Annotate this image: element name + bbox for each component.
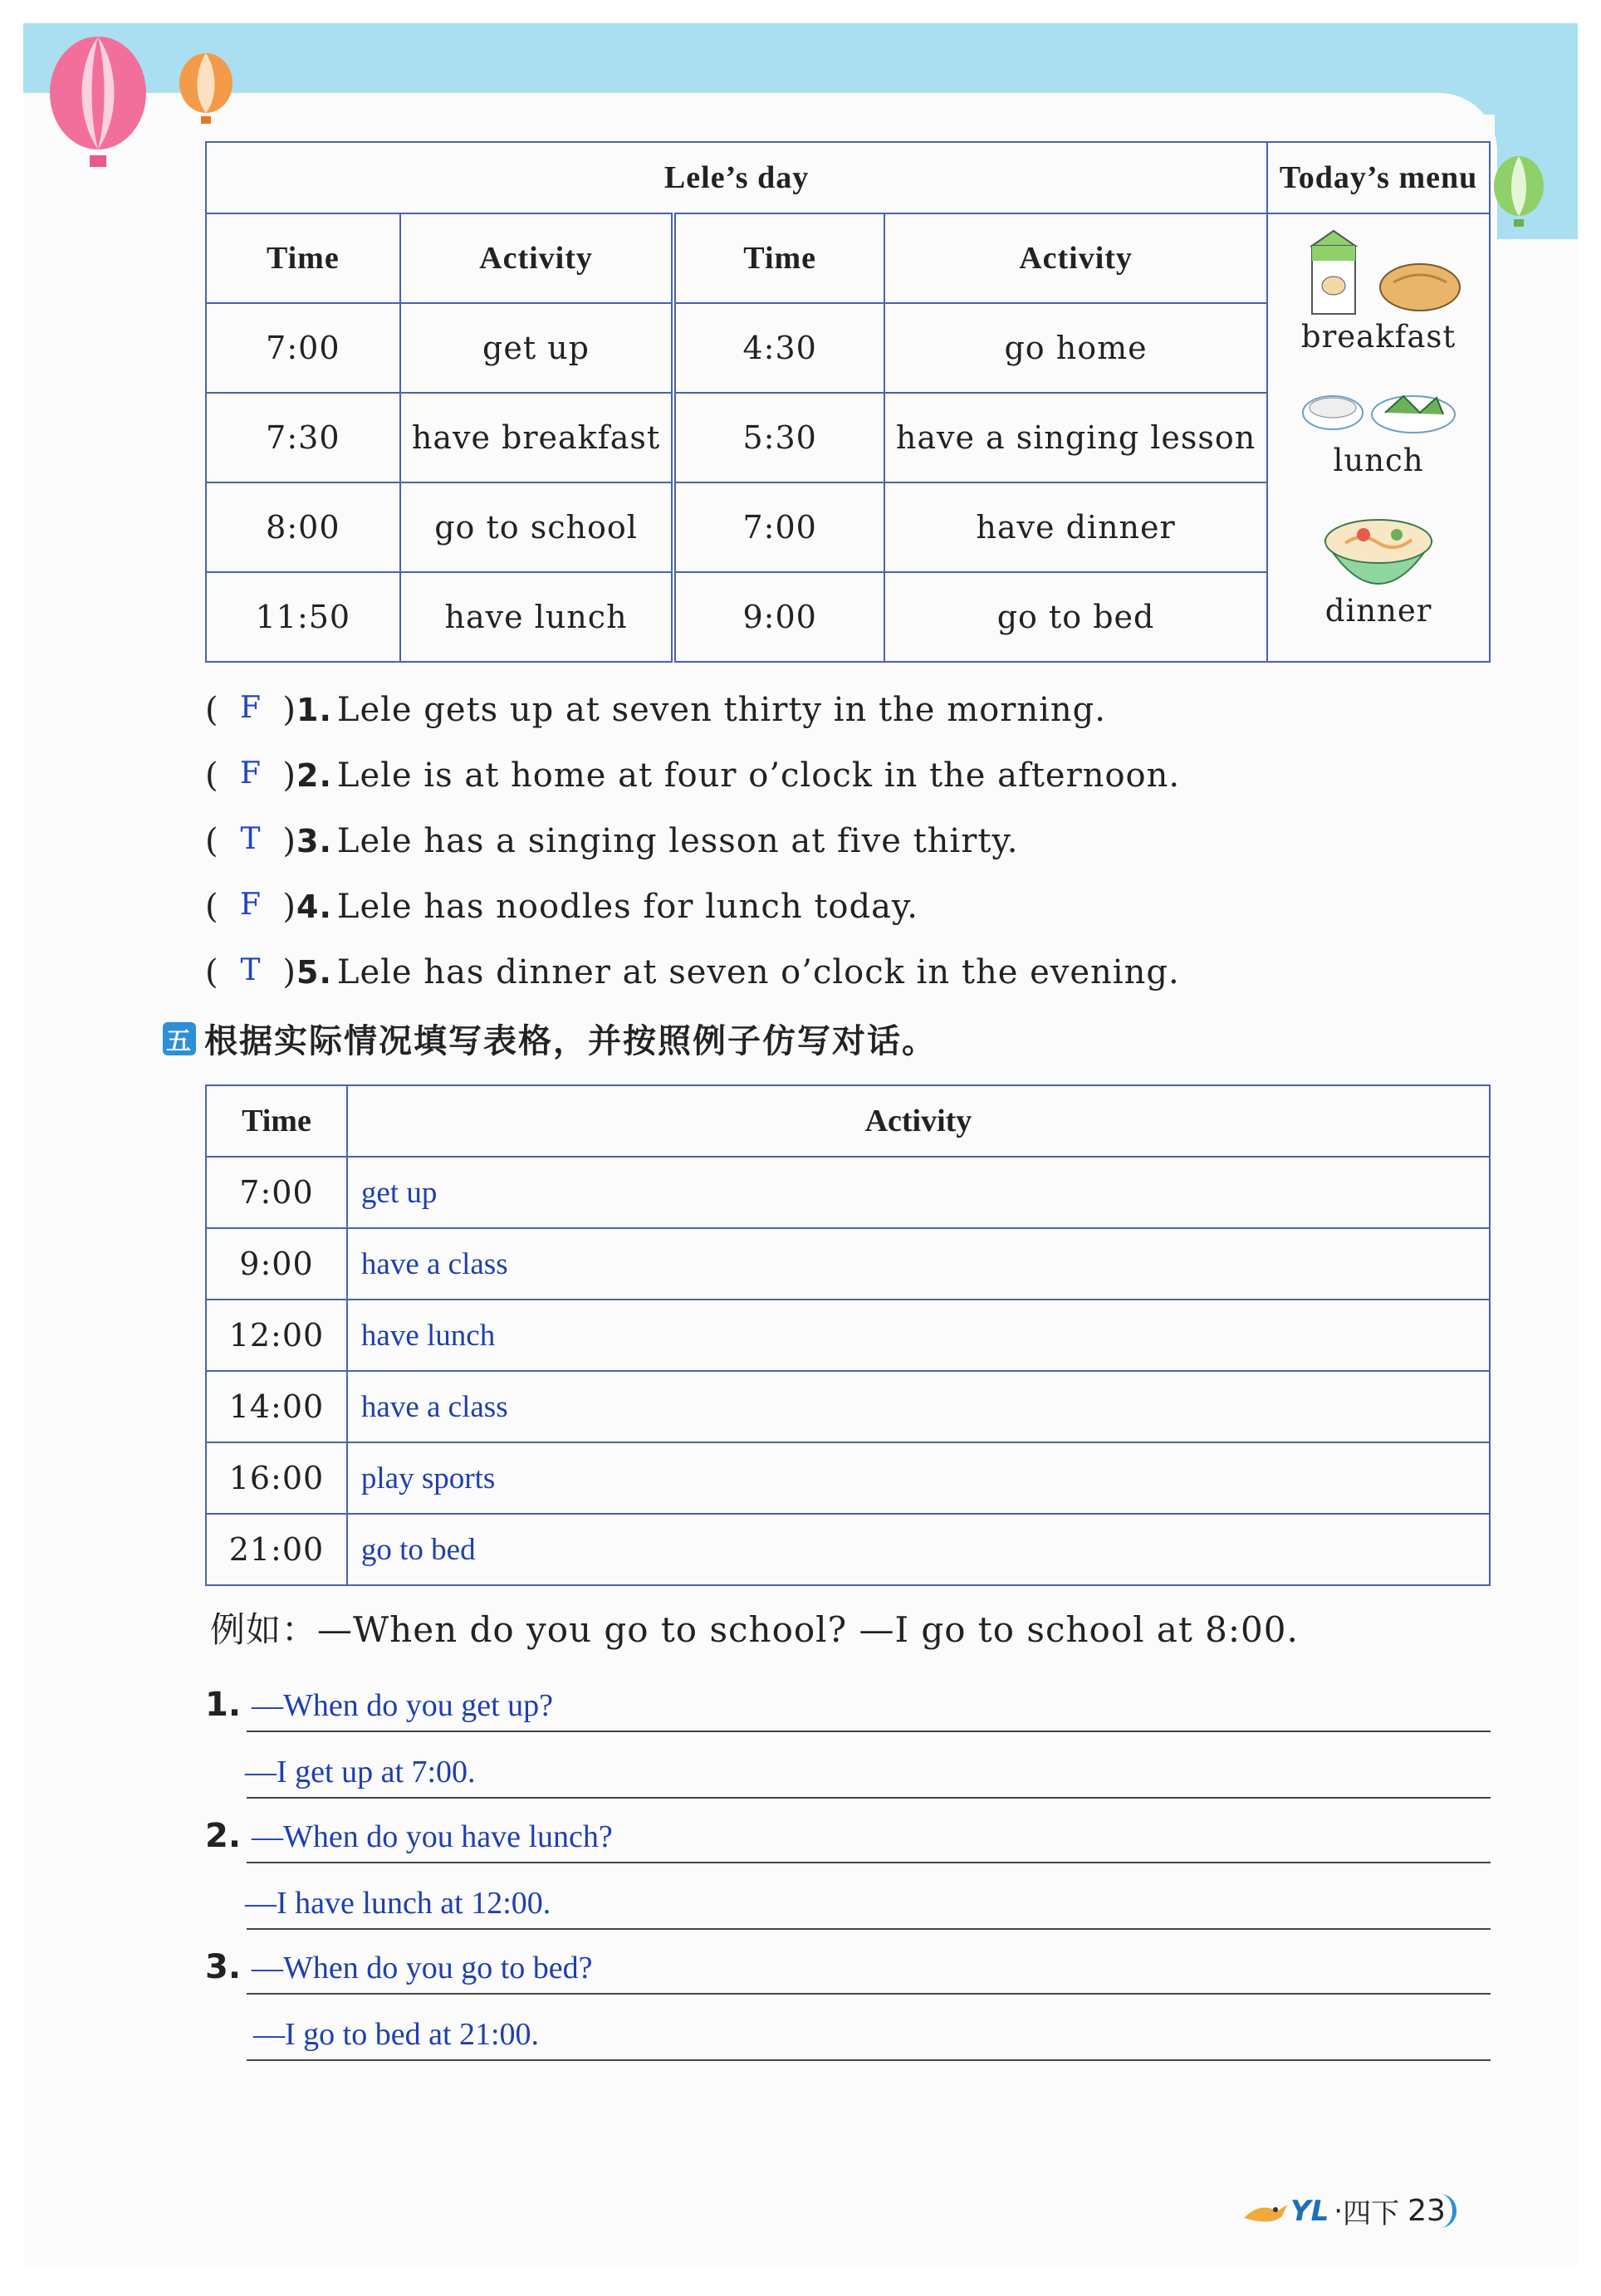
dialog-number: 1. [205, 1686, 242, 1724]
green-balloon-icon [1491, 154, 1549, 233]
rice-dish-icon [1295, 376, 1461, 443]
tf-statement: Lele is at home at four o’clock in the afternoon. [336, 756, 1181, 795]
cell-activity: get up [400, 303, 674, 393]
menu-label-breakfast: breakfast [1300, 319, 1457, 355]
tf-number: 2. [296, 756, 332, 794]
menu-label-lunch: lunch [1333, 443, 1424, 478]
menu-dinner [1268, 502, 1489, 629]
tf-answer[interactable]: T [240, 821, 262, 856]
orange-balloon-icon [174, 51, 241, 126]
cell-time: 7:30 [206, 393, 400, 482]
header-time: Time [206, 213, 400, 303]
tf-number: 1. [296, 691, 332, 728]
cell-activity: have a singing lesson [884, 393, 1267, 482]
cell-activity: go to bed [884, 572, 1267, 662]
dialog-answer[interactable]: —I have lunch at 12:00. [245, 1886, 551, 1921]
cell-activity-input[interactable]: have lunch [347, 1300, 1490, 1371]
answer-line [247, 2059, 1491, 2061]
dialog-answer[interactable]: —I get up at 7:00. [245, 1755, 476, 1789]
grade-label: 四下 [1343, 2197, 1400, 2230]
true-false-list [205, 677, 1180, 1005]
section-title [163, 1015, 937, 1062]
tf-item: ( T ) 3. Lele has a singing lesson at five thirty. [205, 821, 1019, 860]
my-day-table [205, 1084, 1491, 1586]
cell-time: 14:00 [206, 1371, 347, 1442]
dialog-2 [205, 1800, 1491, 1933]
cell-time: 7:00 [206, 303, 400, 393]
tf-item: ( F ) 4. Lele has noodles for lunch today. [205, 887, 918, 926]
dialog-answer[interactable]: —I go to bed at 21:00. [253, 2017, 540, 2052]
header-activity: Activity [347, 1085, 1490, 1157]
tf-item: ( F ) 2. Lele is at home at four o’clock in the afternoon. [205, 756, 1181, 795]
cell-time: 21:00 [206, 1514, 347, 1585]
noodle-bowl-icon [1295, 502, 1461, 593]
tf-statement: Lele gets up at seven thirty in the morning. [336, 690, 1106, 729]
answer-line [247, 1928, 1491, 1930]
header-time: Time [673, 213, 884, 303]
bird-icon [1241, 2193, 1290, 2230]
cell-time: 7:00 [206, 1157, 347, 1228]
cell-activity-input[interactable]: have a class [347, 1371, 1490, 1442]
tf-item: ( T ) 5. Lele has dinner at seven o’clock in the evening. [205, 952, 1180, 991]
cell-activity: have dinner [884, 482, 1267, 572]
menu-cell [1267, 213, 1490, 662]
brand-logo: YL [1290, 2194, 1329, 2228]
dialog-number: 3. [205, 1948, 242, 1986]
answer-line [247, 1797, 1491, 1799]
pink-balloon-icon [43, 35, 159, 172]
dialog-3 [205, 1931, 1491, 2064]
cell-time: 9:00 [206, 1228, 347, 1300]
tf-answer[interactable]: F [240, 690, 262, 725]
header-activity: Activity [884, 213, 1267, 303]
cell-activity-input[interactable]: get up [347, 1157, 1490, 1228]
dialog-question[interactable]: —When do you have lunch? [252, 1819, 613, 1854]
tf-number: 4. [296, 888, 332, 925]
example-dialog: 例如：—When do you go to school? —I go to school at 8:00. [210, 1609, 1299, 1650]
section-instruction: 根据实际情况填写表格，并按照例子仿写对话。 [204, 1022, 937, 1060]
section-badge: 五 [163, 1022, 196, 1055]
tf-answer[interactable]: F [240, 756, 262, 791]
tf-statement: Lele has a singing lesson at five thirty. [336, 821, 1019, 860]
tf-answer[interactable]: T [240, 952, 262, 987]
lele-day-title: Lele’s day [206, 142, 1267, 213]
dialog-1 [205, 1669, 1491, 1802]
header-time: Time [206, 1085, 347, 1157]
cell-time: 7:00 [673, 482, 884, 572]
cell-activity-input[interactable]: play sports [347, 1442, 1490, 1514]
cell-activity: go home [884, 303, 1267, 393]
dot-separator: · [1334, 2194, 1344, 2228]
lele-day-table [205, 141, 1491, 663]
cell-time: 4:30 [673, 303, 884, 393]
page-number: 23 [1408, 2194, 1457, 2228]
milk-bread-icon [1295, 228, 1461, 319]
tf-item: ( F ) 1. Lele gets up at seven thirty in the morning. [205, 690, 1106, 729]
dialog-question[interactable]: —When do you get up? [252, 1688, 554, 1723]
dialog-number: 2. [205, 1817, 242, 1855]
cell-time: 11:50 [206, 572, 400, 662]
page-footer [1241, 2191, 1457, 2231]
tf-answer[interactable]: F [240, 887, 262, 922]
cell-activity: have breakfast [400, 393, 674, 482]
tf-number: 3. [296, 822, 332, 859]
cell-activity-input[interactable]: go to bed [347, 1514, 1490, 1585]
menu-title: Today’s menu [1267, 142, 1490, 213]
cell-activity: go to school [400, 482, 674, 572]
cell-time: 9:00 [673, 572, 884, 662]
tf-number: 5. [296, 953, 332, 991]
menu-label-dinner: dinner [1324, 593, 1432, 629]
cell-time: 5:30 [673, 393, 884, 482]
cell-time: 16:00 [206, 1442, 347, 1514]
answer-line [247, 1731, 1491, 1732]
menu-breakfast [1268, 228, 1489, 355]
cell-activity: have lunch [400, 572, 674, 662]
cell-time: 8:00 [206, 482, 400, 572]
tf-statement: Lele has noodles for lunch today. [336, 887, 918, 926]
cell-activity-input[interactable]: have a class [347, 1228, 1490, 1300]
answer-line [247, 1993, 1491, 1995]
dialog-question[interactable]: —When do you go to bed? [252, 1951, 593, 1985]
header-activity: Activity [400, 213, 674, 303]
menu-lunch [1268, 376, 1489, 478]
tf-statement: Lele has dinner at seven o’clock in the evening. [336, 952, 1180, 991]
answer-line [247, 1862, 1491, 1863]
cell-time: 12:00 [206, 1300, 347, 1371]
